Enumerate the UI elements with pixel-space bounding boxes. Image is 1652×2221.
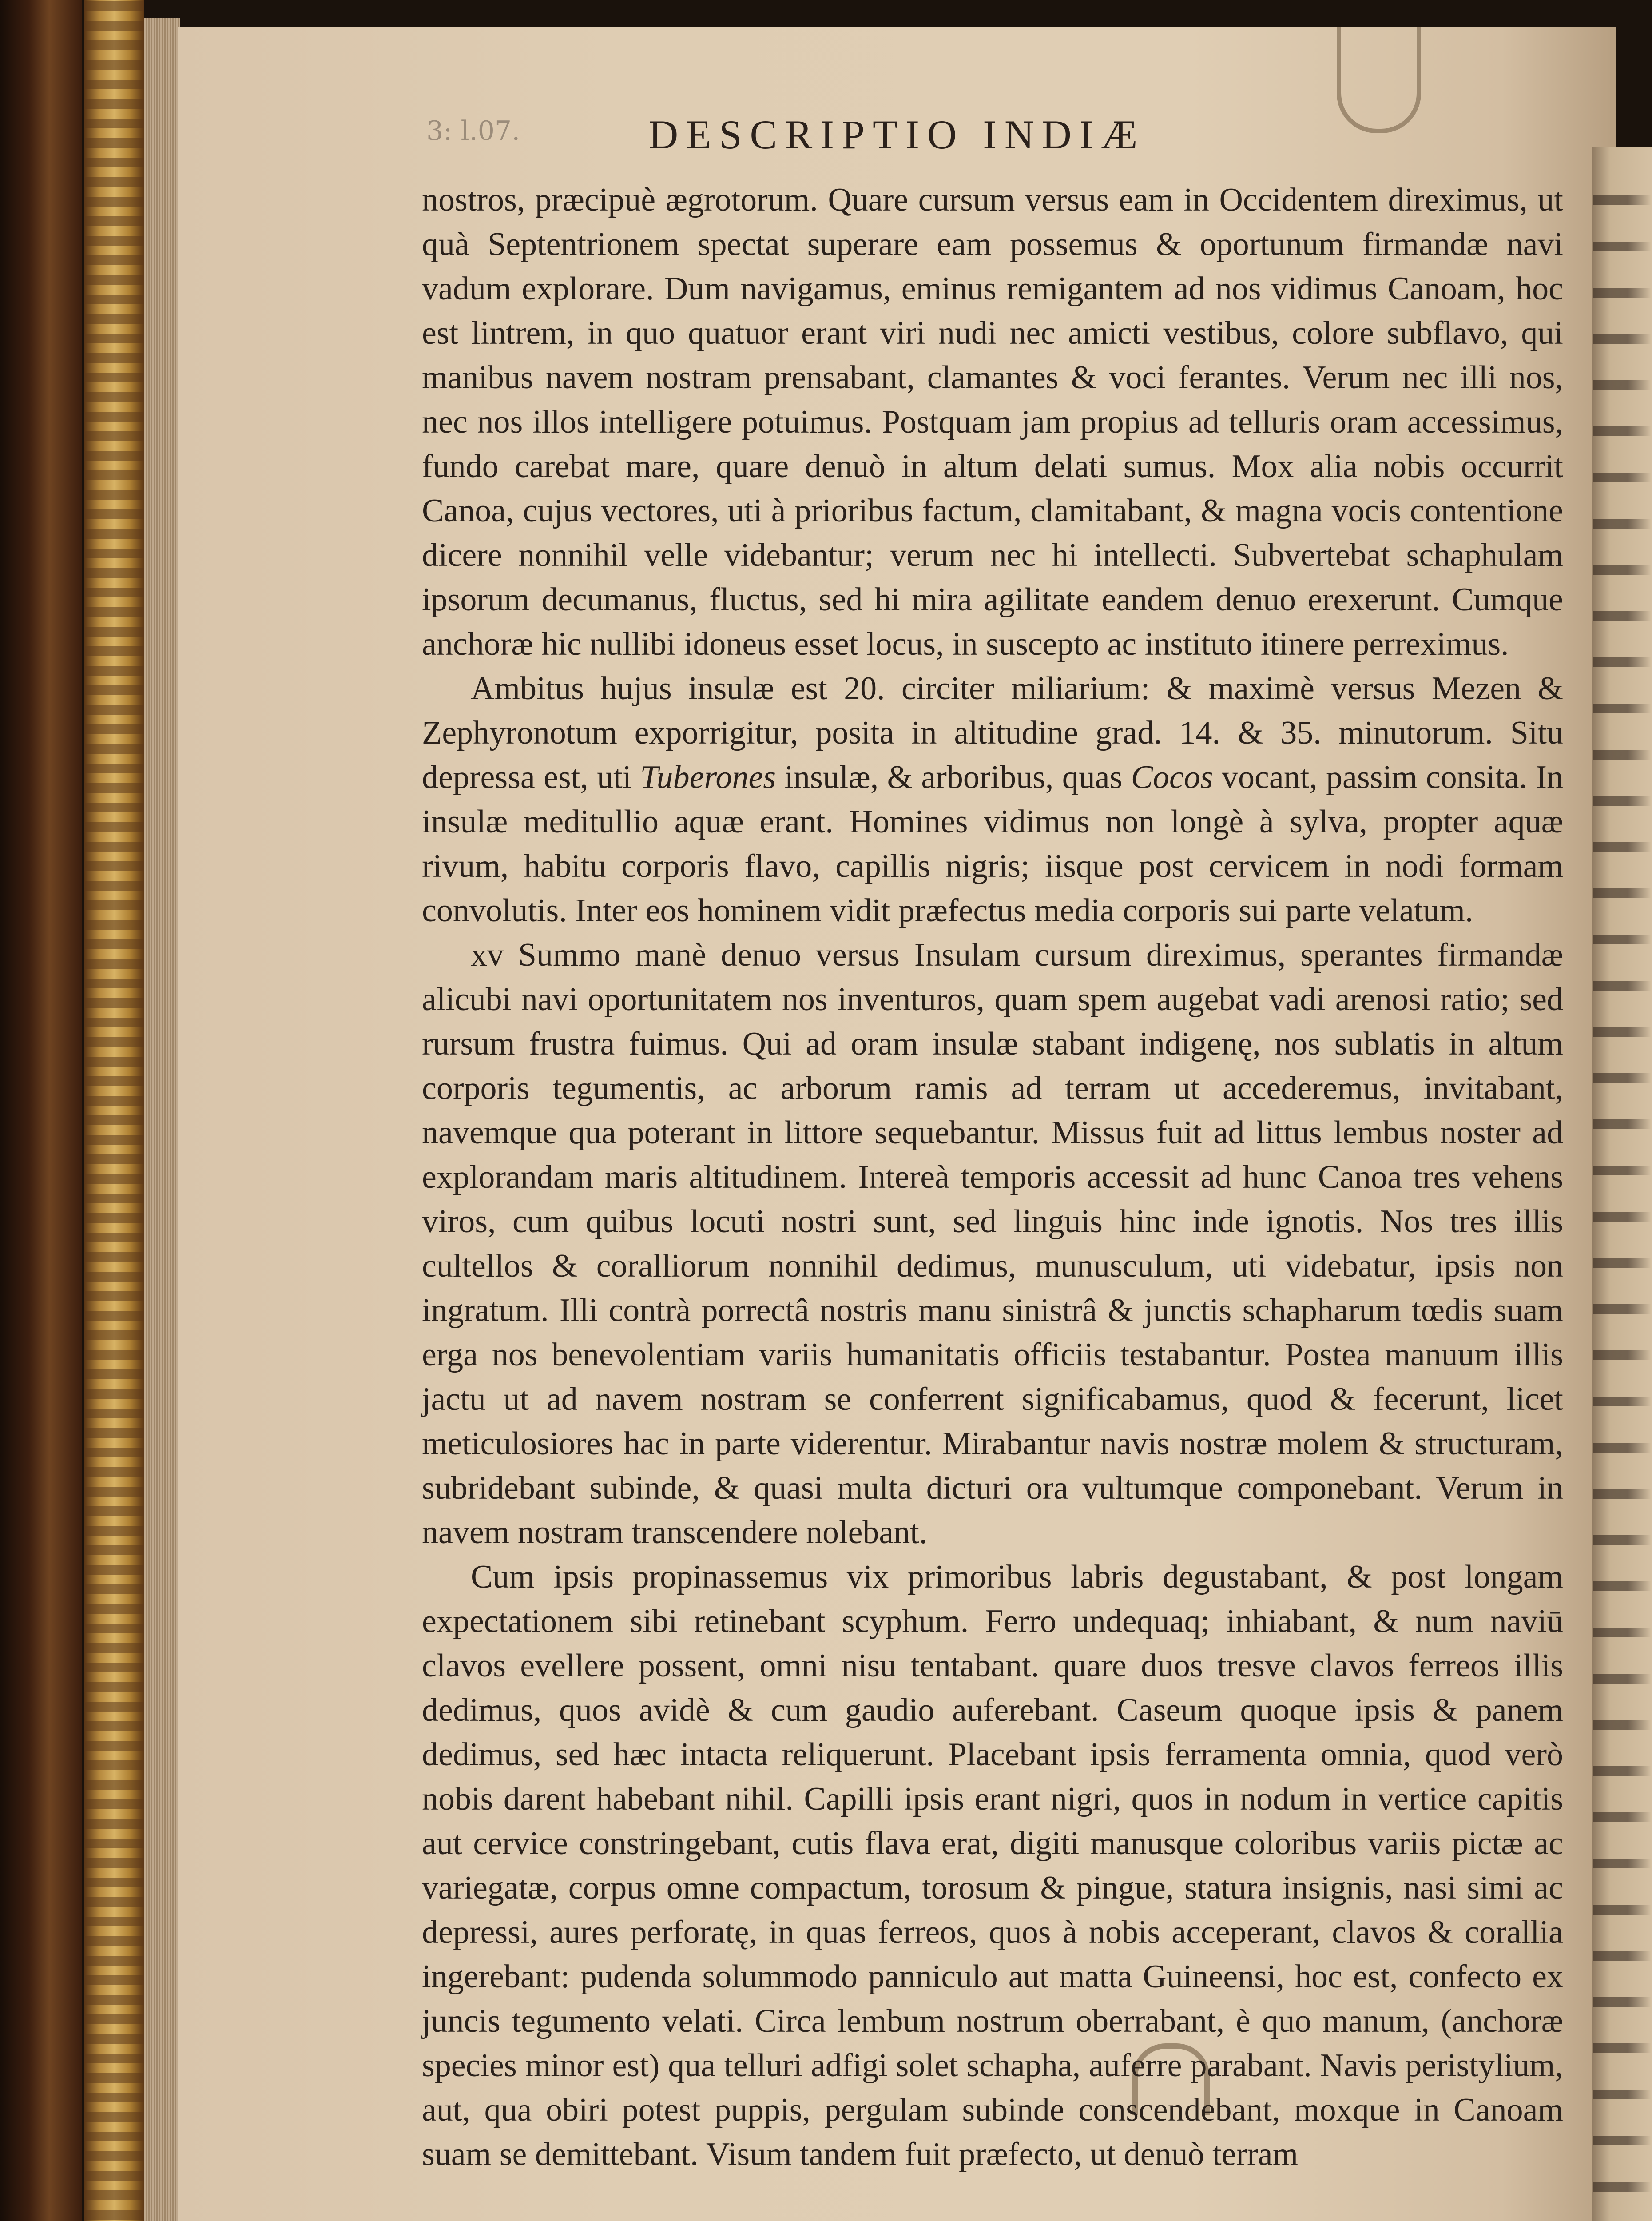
body-text [422,178,1563,2177]
paragraph: nostros, præcipuè ægrotorum. Quare cursum versus eam in Occidentem direximus, ut quà Septentrionem spectat superare eam possemus & oportunum firmandæ navi vadum explorare. Dum navigamus, eminus remigantem ad nos vidimus Canoam, hoc est lintrem, in quo quatuor erant viri nudi nec amicti vestibus, colore subflavo, qui manibus navem nostram prensabant, clamantes & voci ferantes. Verum nec illi nos, nec nos illos intelligere potuimus. Postquam jam propius ad telluris oram accessimus, fundo carebat mare, quare denuò in altum delati sumus. Mox alia nobis occurrit Canoa, cujus vectores, uti à prioribus factum, clamitabant, & magna vocis contentione dicere nonnihil velle videbantur; verum nec hi intellecti. Subvertebat schaphulam ipsorum decumanus, fluctus, sed hi mira agilitate eandem denuo erexerunt. Cumque anchoræ hic nullibi idoneus esset locus, in suscepto ac instituto itinere perreximus. [422,182,1563,662]
gilt-fore-edge [84,0,144,2221]
right-page-text-fragment [1593,178,1651,2221]
paragraph: xv Summo manè denuo versus Insulam cursum direximus, sperantes firmandæ alicubi navi oportunitatem nos inventuros, quam spem augebat vadi arenosi ratio; sed rursum frustra fuimus. Qui ad oram insulæ stabant indigenę, nos sublatis in altum corporis tegumentis, ac arborum ramis ad terram ut accederemus, invitabant, navemque qua poterant in littore sequebantur. Missus fuit ad littus lembus noster ad explorandam maris altitudinem. Intereà temporis accessit ad hunc Canoa tres vehens viros, cum quibus locuti nostri sunt, sed linguis hinc inde ignotis. Nos tres illis cultellos & coralliorum nonnihil dedimus, munusculum, uti videbatur, ipsis non ingratum. Illi contrà porrectâ nostris manu sinistrâ & junctis schapharum tœdis suam erga nos benevolentiam variis humanitatis officiis testabantur. Postea manuum illis jactu ut ad navem nostram se conferrent significabamus, quod & fecerunt, licet meticulosiores hac in parte viderentur. Mirabantur navis nostræ molem & structuram, subridebant subinde, & quasi multa dicturi ora vultumque componebant. Verum in navem nostram transcendere nolebant. [422,937,1563,1551]
running-head: DESCRIPTIO INDIÆ [648,112,1146,157]
book-cover-edge [0,0,82,2221]
paragraph: Ambitus hujus insulæ est 20. circiter miliarium: & maximè versus Mezen & Zephyronotum exporrigitur, posita in altitudine grad. 14. & 35. minutorum. Situ depressa est, uti Tuberones insulæ, & arboribus, quas Cocos vocant, passim consita. In insulæ meditullio aquæ erant. Homines vidimus non longè à sylva, propter aquæ rivum, habitu corporis flavo, capillis nigris; iisque post cervicem in nodi formam convolutis. Inter eos hominem vidit præfectus media corporis sui parte velatum. [422,670,1563,929]
page-block-edge [144,18,180,2221]
paragraph: Cum ipsis propinassemus vix primoribus labris degustabant, & post longam expectationem sibi retinebant scyphum. Ferro undequaq; inhiabant, & num naviū clavos evellere possent, omni nisu tentabant. quare duos tresve clavos ferreos illis dedimus, quos avidè & cum gaudio auferebant. Caseum quoque ipsis & panem dedimus, sed hæc intacta reliquerunt. Placebant ipsis ferramenta omnia, quod verò nobis darent habebant nihil. Capilli ipsis erant nigri, quos in nodum in vertice capitis aut cervice constringebant, cutis flava erat, digiti manusque coloribus variis pictæ ac variegatæ, corpus omne compactum, torosum & pingue, statura insignis, nasi simi ac depressi, aures perforatę, in quas ferreos, quos à nobis acceperant, clavos & corallia ingerebant: pudenda solummodo panniculo aut matta Guineensi, hoc est, confecto ex juncis tegumento velati. Circa lembum nostrum oberrabant, è quo manum, (anchoræ species minor est) qua telluri adfigi solet schapha, auferre parabant. Navis peristylium, aut, qua obiri potest puppis, pergulam subinde conscendebant, moxque in Canoam suam se demittebant. Visum tandem fuit præfecto, ut denuò terram [422,1559,1563,2173]
margin-annotation: 3: l.07. [426,115,520,147]
